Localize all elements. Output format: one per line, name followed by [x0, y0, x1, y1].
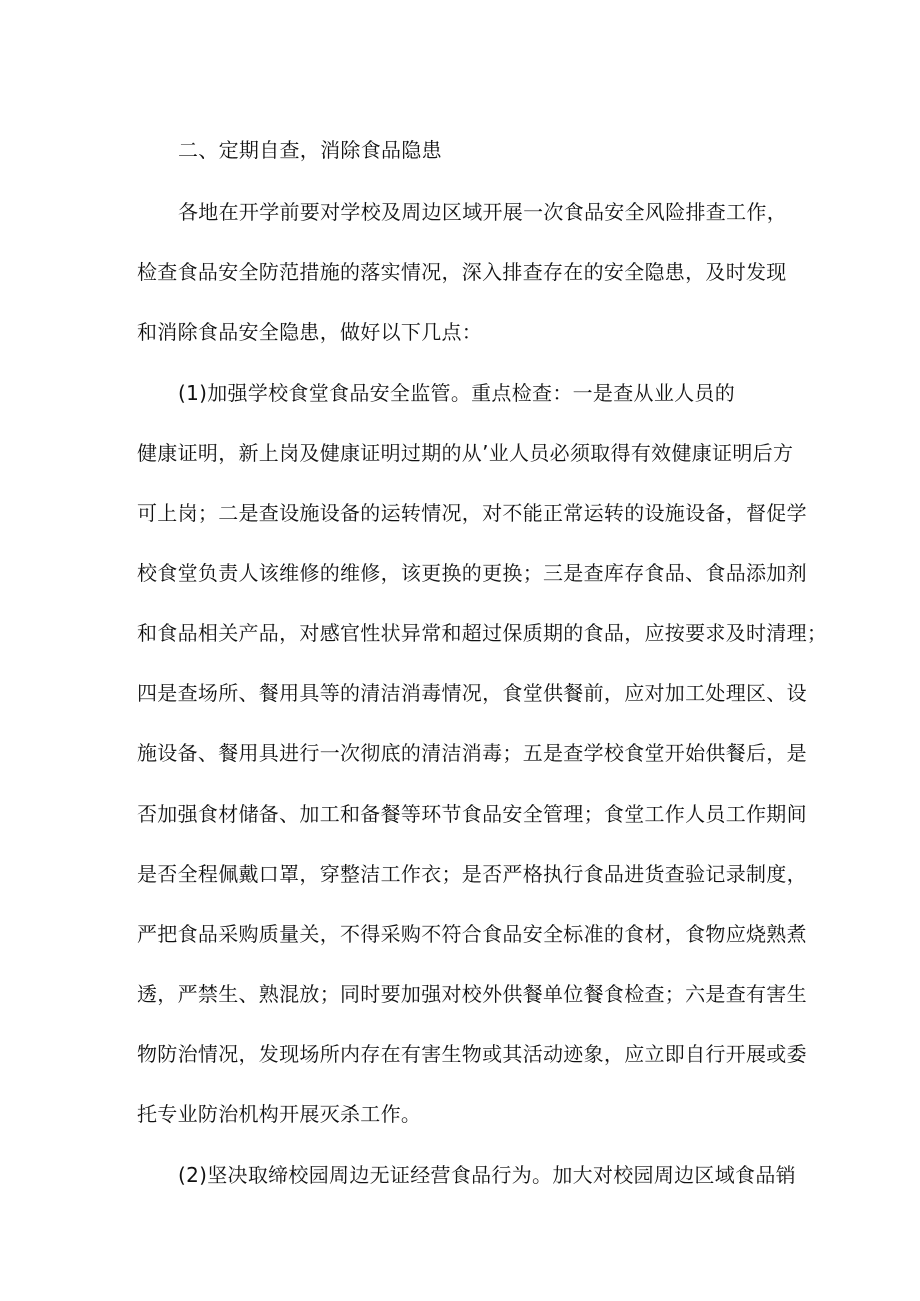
item1-line-11: 透，严禁生、熟混放；同时要加强对校外供餐单位餐食检查；六是查有害生 [137, 982, 807, 1006]
item1-line-4: 校食堂负责人该维修的维修，该更换的更换；三是查库存食品、食品添加剂 [137, 561, 807, 585]
intro-line-2: 检查食品安全防范措施的落实情况，深入排查存在的安全隐患，及时发现 [137, 260, 787, 284]
item1-line-13: 托专业防治机构开展灭杀工作。 [137, 1102, 422, 1126]
item1-line-8: 否加强食材储备、加工和备餐等环节食品安全管理；食堂工作人员工作期间 [137, 802, 807, 826]
item1-line-1: (1)加强学校食堂食品安全监管。重点检查：一是查从业人员的 [178, 381, 736, 405]
item1-line-5: 和食品相关产品，对感官性状异常和超过保质期的食品，应按要求及时清理； [137, 621, 828, 645]
section-heading: 二、定期自查，消除食品隐患 [178, 138, 442, 162]
item1-line-7: 施设备、餐用具进行一次彻底的清洁消毒；五是查学校食堂开始供餐后，是 [137, 741, 807, 765]
item1-line-2: 健康证明，新上岗及健康证明过期的从’业人员必须取得有效健康证明后方 [137, 441, 794, 465]
item1-line-6: 四是查场所、餐用具等的清洁消毒情况，食堂供餐前，应对加工处理区、设 [137, 681, 807, 705]
item1-line-10: 严把食品采购质量关，不得采购不符合食品安全标准的食材，食物应烧熟煮 [137, 922, 807, 946]
item1-line-3: 可上岗；二是查设施设备的运转情况，对不能正常运转的设施设备，督促学 [137, 501, 807, 525]
item1-line-12: 物防治情况，发现场所内存在有害生物或其活动迹象，应立即自行开展或委 [137, 1042, 807, 1066]
item1-line-9: 是否全程佩戴口罩，穿整洁工作衣；是否严格执行食品进货查验记录制度， [137, 862, 807, 886]
intro-line-1: 各地在开学前要对学校及周边区域开展一次食品安全风险排查工作， [178, 200, 787, 224]
item2-line-1: (2)坚决取缔校园周边无证经营食品行为。加大对校园周边区域食品销 [178, 1163, 796, 1187]
intro-line-3: 和消除食品安全隐患，做好以下几点： [137, 320, 483, 344]
